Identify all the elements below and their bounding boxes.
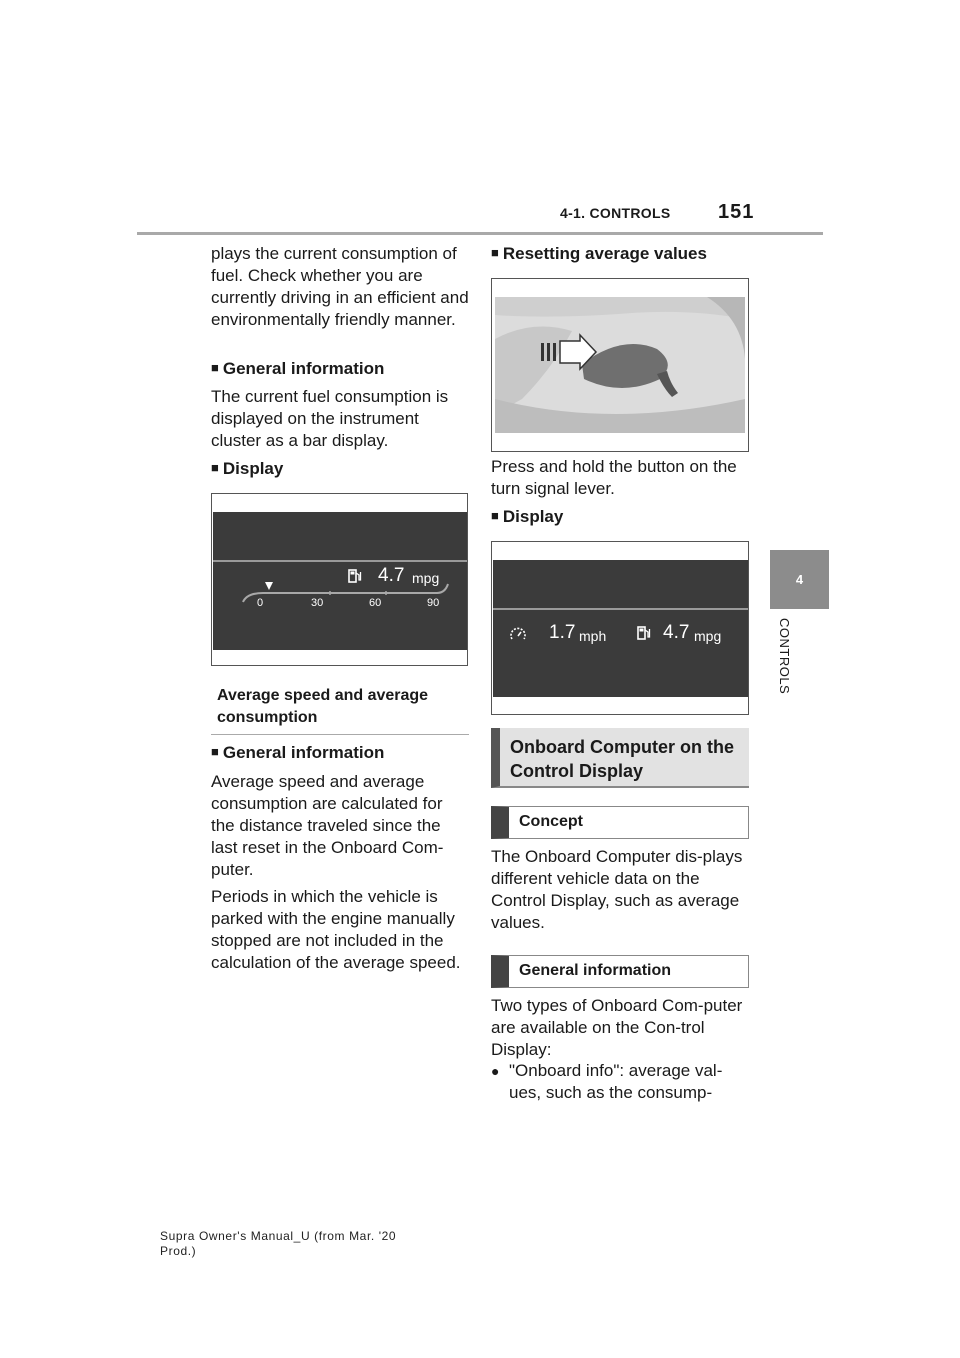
footer-line-1: Supra Owner's Manual_U (from Mar. '20 (160, 1229, 397, 1243)
avg-paragraph-1: Average speed and average consumption are calculated for the distance traveled since the last reset in the Onboard Com-puter. (211, 772, 444, 879)
general-info-box-heading: General information (491, 955, 749, 988)
reset-heading: ■ Resetting average values (491, 244, 707, 263)
display-heading-2: ■ Display (491, 507, 564, 526)
avg-speed-heading: Average speed and average consumption (217, 687, 429, 726)
avg-speed-caption (211, 677, 469, 735)
average-values-figure (491, 541, 749, 715)
bullet-dot-icon: ● (491, 1063, 500, 1079)
speed-unit: mph (579, 628, 607, 644)
chapter-tab[interactable] (770, 550, 829, 609)
display-heading: ■ Display (211, 459, 284, 478)
chapter-label: CONTROLS (777, 618, 792, 695)
cluster-screen-2 (493, 560, 748, 697)
section-title: 4-1. CONTROLS (560, 205, 671, 221)
concept-paragraph: The Onboard Computer dis-plays different vehicle data on the Control Display, such as average values. (491, 847, 743, 932)
consumption-bar-figure (211, 493, 468, 666)
general-info-paragraph: The current fuel consumption is displayed on the instrument cluster as a bar display. (211, 387, 449, 450)
speed-value: 1.7 (549, 622, 576, 643)
footer (160, 1229, 396, 1259)
screen-divider (213, 560, 467, 562)
chapter-number: 4 (795, 572, 804, 587)
tick-label: 60 (369, 597, 382, 609)
bullet-square-icon: ■ (211, 460, 219, 475)
intro-paragraph: plays the current consumption of fuel. Check whether you are currently driving in an efficient and environmentally friendly manner. (211, 244, 469, 329)
reset-paragraph: Press and hold the button on the turn signal lever. (491, 457, 737, 498)
concept-heading: Concept (491, 806, 749, 839)
tick-label: 0 (257, 597, 264, 609)
header-rule (137, 232, 823, 235)
screen-divider (493, 608, 748, 610)
cluster-screen (213, 512, 467, 650)
fuel-unit: mpg (412, 570, 440, 586)
turn-signal-figure (491, 278, 749, 452)
page-number: 151 (718, 201, 755, 223)
fuel-pump-icon (637, 625, 651, 641)
general-info-paragraph-2: Two types of Onboard Com-puter are available on the Con-trol Display: (491, 996, 743, 1059)
consumption-bar-scale (241, 580, 451, 606)
bullet-square-icon: ■ (211, 744, 219, 759)
general-info-heading: ■ General information (211, 359, 385, 378)
speedometer-icon (509, 626, 527, 642)
bullet-square-icon: ■ (491, 245, 499, 260)
fuel-unit: mpg (694, 628, 722, 644)
avg-paragraph-2: Periods in which the vehicle is parked with the engine manually stopped are not included in the calculation of the average speed. (211, 887, 461, 972)
onboard-computer-heading: Onboard Computer on the Control Display (491, 728, 749, 788)
fuel-value: 4.7 (378, 565, 405, 586)
tick-label: 30 (311, 597, 324, 609)
bar-pointer-icon (265, 582, 273, 590)
bullet-item (491, 1060, 749, 1104)
footer-line-2: Prod.) (160, 1244, 197, 1258)
bullet-text: "Onboard info": average val-ues, such as the consump- (509, 1061, 723, 1102)
bullet-square-icon: ■ (211, 360, 219, 375)
bullet-square-icon: ■ (491, 508, 499, 523)
fuel-value: 4.7 (663, 622, 690, 643)
general-info-heading-2: ■ General information (211, 743, 385, 762)
turn-signal-lever-illustration (492, 279, 748, 451)
tick-label: 90 (427, 597, 440, 609)
